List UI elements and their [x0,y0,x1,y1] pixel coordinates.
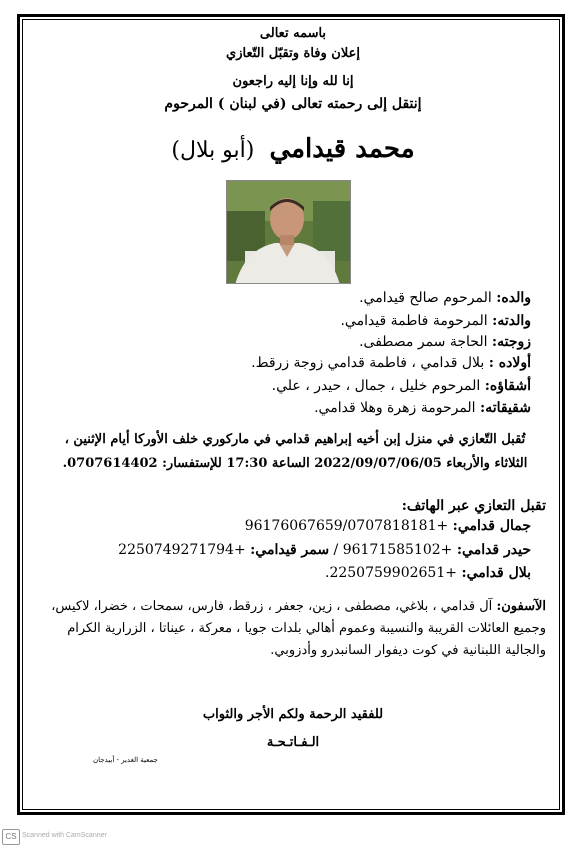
family-label: أشقاؤه: [484,378,531,394]
mourners-label: الآسفون: [496,599,546,614]
phone-row-bilal [325,565,531,581]
phone-row-haidar-samar [118,542,531,558]
deceased-name-line [0,134,586,164]
phone-label: حيدر قدامي: [456,542,531,558]
family-label: أولاده : [488,355,531,371]
mourners-paragraph [36,596,546,662]
family-value: المرحوم خليل ، جمال ، حيدر ، علي. [271,378,485,394]
condolence-details [30,428,560,476]
phone-label: جمال قدامي: [452,518,531,534]
closing-prayer: للفقيد الرحمة ولكم الأجر والثواب [202,707,384,722]
association-signature: جمعية الغدير - أبيدجان [93,756,158,764]
header-passed-away: إنتقل إلى رحمته تعالى (في لبنان ) المرحوم [164,96,422,112]
mourners-text: آل قدامي ، بلاغي، مصطفى ، زين، جعفر ، زرقط، فارس، سمحات ، خضرا، لاكيس، وجميع العائلات القريبة والنسيبة وعموم أهالي بلدات جويا ، معركة ، عيناتا ، الزرارية الكرام والجالية اللبنانية في كوت ديفوار السانبدرو وأدزوبي. [51,599,546,658]
family-children [251,355,531,371]
phone-number: +2250759902651. [325,565,462,581]
family-label: والدته: [492,313,531,329]
family-value: بلال قدامي ، فاطمة قدامي زوجة زرقط. [251,355,489,371]
deceased-kunya: (أبو بلال) [171,138,255,163]
condolence-line-1: تُقبل التّعازي في منزل إبن أخيه إبراهيم قدامي في ماركوري خلف الأوركا أيام الإثنين ، [64,432,526,447]
family-value: الحاجة سمر مصطفى. [359,334,492,350]
family-wife [359,334,531,350]
header-verse: إنا لله وإنا إليه راجعون [232,74,354,89]
family-label: شقيقاته: [480,400,531,416]
deceased-photo [226,180,351,284]
family-value: المرحوم صالح قيدامي. [359,290,497,306]
phone-heading: تقبل التعازي عبر الهاتف: [401,498,546,514]
family-label: والده: [496,290,531,306]
deceased-name: محمد قيدامي [269,134,415,164]
phone-number: +96171585102 / [329,542,457,558]
family-mother [340,313,531,329]
family-value: المرحومة زهرة وهلا قدامي. [314,400,481,416]
camscanner-logo-icon: CS [2,829,20,845]
family-value: المرحومة فاطمة قيدامي. [340,313,493,329]
camscanner-watermark: Scanned with CamScanner [22,832,107,839]
phone-label: سمر قيدامي: [250,542,330,558]
phone-number: +96176067659/0707818181 [244,518,453,534]
closing-fatiha: الـفـاتـحـة [266,735,320,750]
phone-row-jamal [245,518,531,534]
phone-label: بلال قدامي: [461,565,531,581]
family-label: زوجته: [491,334,531,350]
portrait-image [226,181,350,284]
family-father [359,290,531,306]
header-announcement: إعلان وفاة وتقبّل التّعازي [226,46,360,61]
phone-number: +2250749271794 [118,542,251,558]
condolence-line-2: الثلاثاء والأربعاء 2022/09/07/06/05 الساعة 17:30 للإستفسار: 0707614402. [62,456,528,471]
family-brothers [272,378,531,394]
header-basmala: باسمه تعالى [259,26,327,41]
family-sisters [314,400,531,416]
